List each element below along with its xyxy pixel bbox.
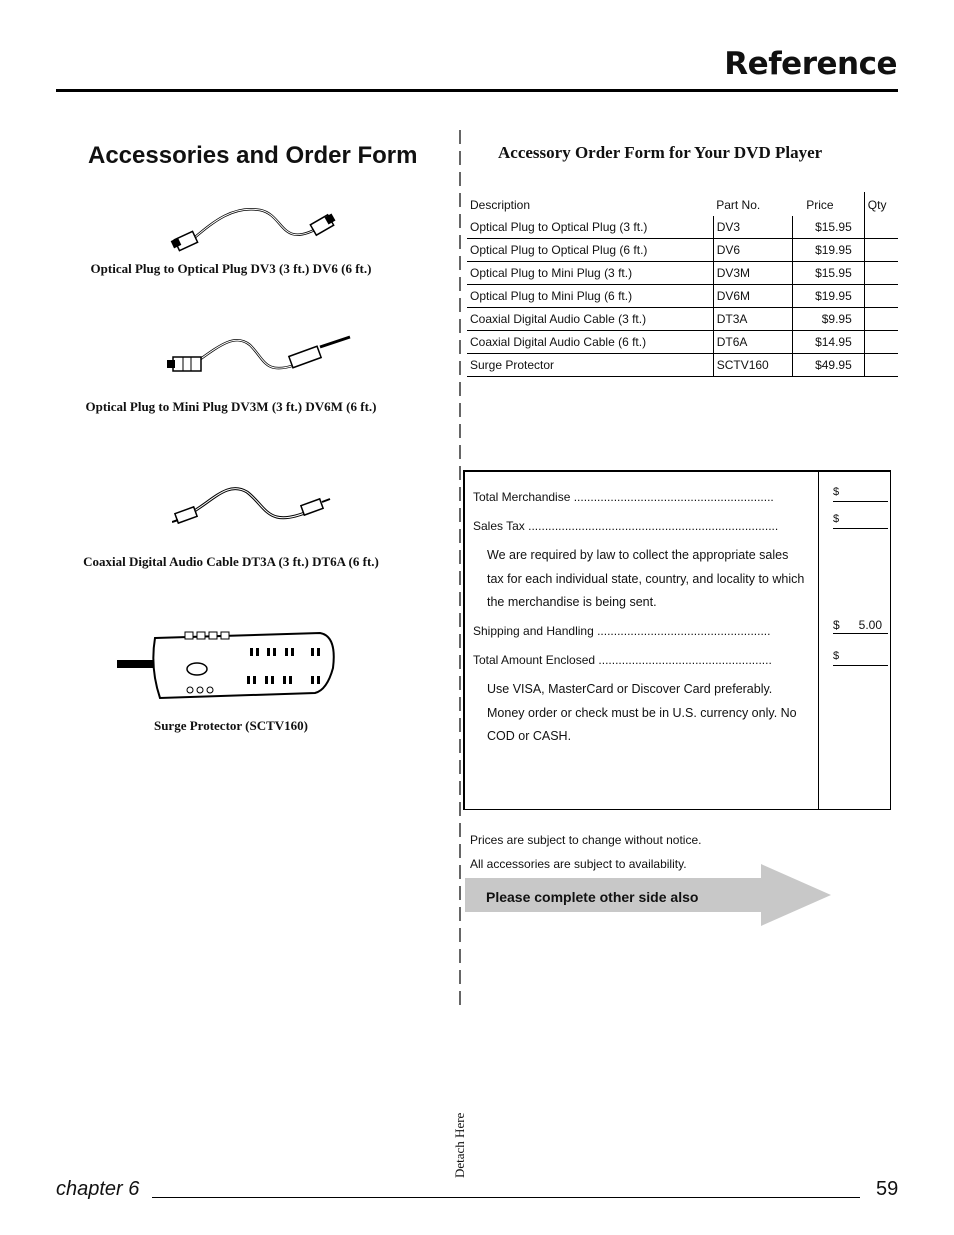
total-merchandise-field[interactable] [833, 486, 888, 502]
optical-cable-image [170, 205, 340, 255]
order-item-part-number: DV6M [713, 285, 792, 308]
optical-mini-cable-image [165, 335, 365, 385]
order-item-price: $19.95 [792, 239, 864, 262]
shipping-value: 5.00 [858, 618, 882, 632]
order-item-part-number: DT3A [713, 308, 792, 331]
currency-symbol: $ [833, 650, 840, 662]
order-table [467, 192, 898, 377]
order-item-qty-field[interactable] [864, 239, 898, 262]
column-header-description: Description [470, 198, 531, 212]
totals-box [463, 470, 891, 810]
header-rule [56, 89, 898, 92]
product-caption-coaxial: Coaxial Digital Audio Cable DT3A (3 ft.) DT6A (6 ft.) [83, 554, 379, 569]
surge-protector-image [115, 628, 340, 703]
order-item-qty-field[interactable] [864, 331, 898, 354]
total-enclosed-field[interactable] [833, 650, 888, 666]
product-caption-surge: Surge Protector (SCTV160) [153, 718, 309, 733]
order-table-row [467, 239, 898, 262]
detach-here-label [438, 1090, 480, 1180]
order-table-row [467, 262, 898, 285]
sales-tax-note: We are required by law to collect the appropriate sales tax for each individual state, country, and locality to which the merchandise is being sent. [487, 548, 805, 609]
order-item-price: $15.95 [792, 262, 864, 285]
footer-rule [152, 1197, 860, 1198]
order-item-price: $49.95 [792, 354, 864, 377]
column-header-price: Price [806, 198, 834, 212]
fine-print-availability: All accessories are subject to availability. [470, 857, 687, 871]
order-item-qty-field[interactable] [864, 216, 898, 239]
order-table-header [467, 192, 898, 216]
fine-print-prices: Prices are subject to change without notice. [470, 833, 702, 847]
detach-here-text: Detach Here [452, 1112, 467, 1178]
footer-chapter: chapter 6 [56, 1178, 140, 1200]
order-item-description: Optical Plug to Optical Plug (3 ft.) [467, 216, 713, 239]
page-number: 59 [876, 1178, 899, 1200]
sales-tax-field[interactable] [833, 513, 888, 529]
order-item-description: Optical Plug to Mini Plug (3 ft.) [467, 262, 713, 285]
total-merchandise-label: Total Merchandise ............................................................ [473, 490, 774, 504]
order-item-price: $9.95 [792, 308, 864, 331]
order-item-qty-field[interactable] [864, 285, 898, 308]
section-title: Accessories and Order Form [88, 142, 418, 169]
product-caption-optical-mini: Optical Plug to Mini Plug DV3M (3 ft.) DV6M (6 ft.) [85, 399, 377, 414]
shipping-field[interactable] [833, 618, 888, 634]
order-item-part-number: DV3 [713, 216, 792, 239]
order-item-description: Optical Plug to Optical Plug (6 ft.) [467, 239, 713, 262]
order-item-qty-field[interactable] [864, 308, 898, 331]
order-item-part-number: DV6 [713, 239, 792, 262]
column-header-qty: Qty [864, 192, 898, 216]
order-item-price: $14.95 [792, 331, 864, 354]
order-item-part-number: DV3M [713, 262, 792, 285]
order-table-row [467, 216, 898, 239]
order-item-price: $15.95 [792, 216, 864, 239]
complete-other-side-note: Please complete other side also [486, 889, 699, 905]
column-header-part: Part No. [716, 198, 761, 212]
order-table-row [467, 331, 898, 354]
order-item-part-number: SCTV160 [713, 354, 792, 377]
order-form-title: Accessory Order Form for Your DVD Player [498, 143, 823, 162]
order-item-price: $19.95 [792, 285, 864, 308]
currency-symbol: $ [833, 513, 840, 525]
total-enclosed-label: Total Amount Enclosed .................................................... [473, 653, 772, 667]
payment-note: Use VISA, MasterCard or Discover Card preferably. Money order or check must be in U.S. currency only. No COD or CASH. [487, 682, 797, 743]
sales-tax-label: Sales Tax ........................................................................... [473, 519, 779, 533]
currency-symbol: $ [833, 486, 840, 498]
shipping-label: Shipping and Handling .................................................... [473, 624, 771, 638]
order-table-row [467, 354, 898, 377]
order-item-qty-field[interactable] [864, 354, 898, 377]
order-table-row [467, 308, 898, 331]
product-caption-optical: Optical Plug to Optical Plug DV3 (3 ft.) DV6 (6 ft.) [90, 261, 372, 276]
order-item-description: Coaxial Digital Audio Cable (6 ft.) [467, 331, 713, 354]
order-item-description: Surge Protector [467, 354, 713, 377]
order-item-qty-field[interactable] [864, 262, 898, 285]
order-item-description: Optical Plug to Mini Plug (6 ft.) [467, 285, 713, 308]
totals-divider [818, 472, 819, 809]
order-item-description: Coaxial Digital Audio Cable (3 ft.) [467, 308, 713, 331]
coaxial-cable-image [172, 482, 332, 537]
page-header-title: Reference [724, 46, 897, 82]
currency-symbol: $ [833, 618, 840, 632]
order-item-part-number: DT6A [713, 331, 792, 354]
order-table-row [467, 285, 898, 308]
